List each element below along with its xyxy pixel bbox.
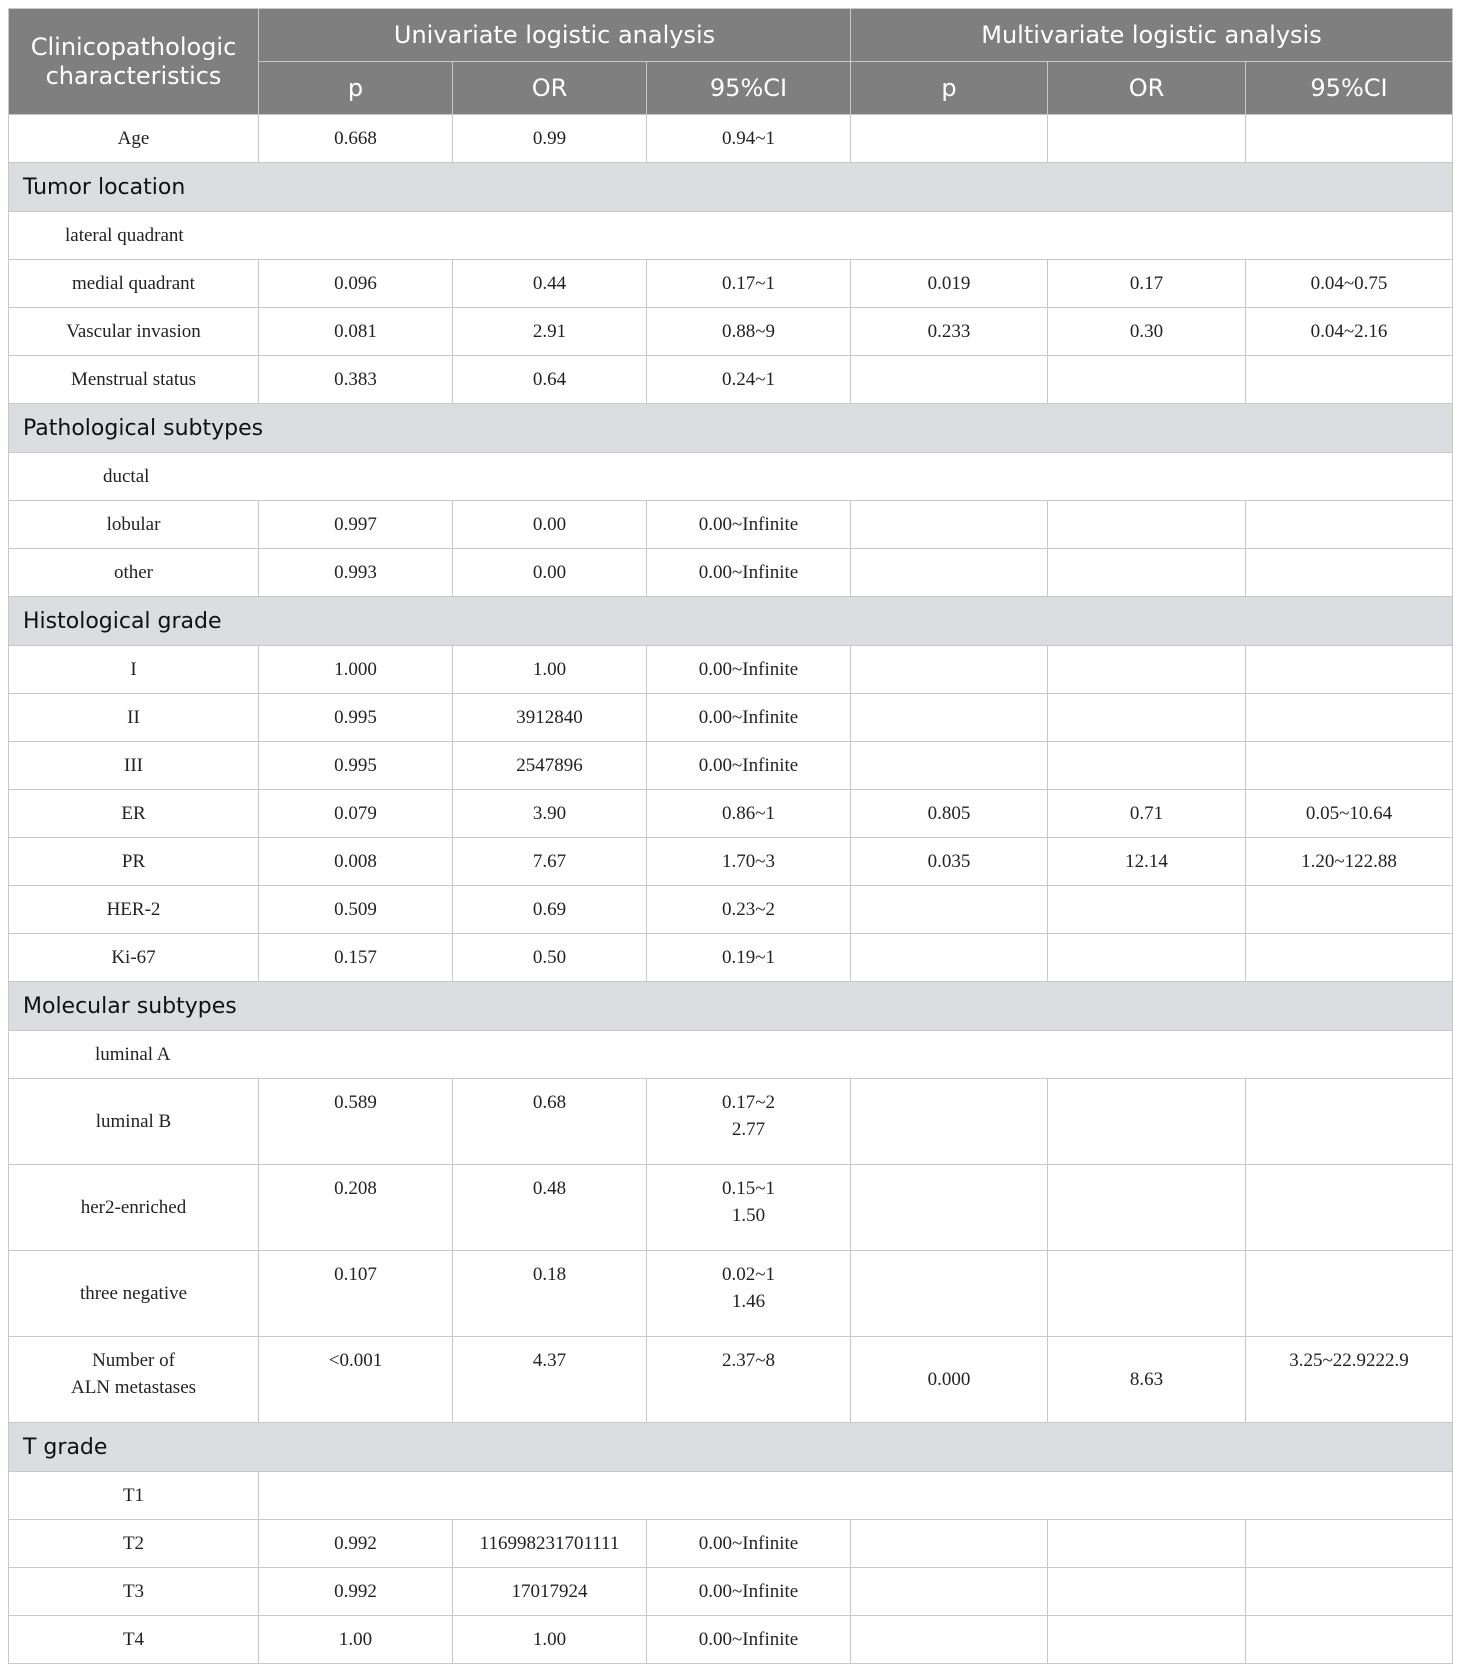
row-label: Age [9, 115, 259, 163]
row-label: three negative [9, 1251, 259, 1337]
multi-ci-cell [1246, 1568, 1453, 1616]
section-label: Pathological subtypes [9, 404, 1453, 453]
header-multi-or: OR [1048, 62, 1246, 115]
multi-or-cell [1048, 1079, 1246, 1165]
uni-ci-cell [647, 1079, 851, 1165]
table-row [9, 1520, 1453, 1568]
uni-ci-cell: 0.19~1 [647, 934, 851, 982]
multi-p-cell [851, 1568, 1048, 1616]
section-label: Molecular subtypes [9, 982, 1453, 1031]
table-row [9, 886, 1453, 934]
uni-ci-cell: 0.94~1 [647, 115, 851, 163]
row-label: ductal [9, 453, 1453, 501]
table-row [9, 694, 1453, 742]
label-line-1: Number of [92, 1350, 175, 1371]
multi-ci-cell [1246, 501, 1453, 549]
row-label: lateral quadrant [9, 212, 1453, 260]
table-row [9, 1568, 1453, 1616]
multi-or-cell [1048, 1568, 1246, 1616]
ci-line-2: 1.50 [731, 1205, 766, 1226]
row-label: luminal B [9, 1079, 259, 1165]
multi-p-cell [851, 742, 1048, 790]
multi-ci-cell [1246, 1079, 1453, 1165]
results-table-container [8, 8, 1452, 1664]
multi-p-cell: 0.805 [851, 790, 1048, 838]
section-row [9, 404, 1453, 453]
multi-p-cell [851, 1520, 1048, 1568]
uni-p-cell: 1.000 [259, 646, 453, 694]
section-row [9, 1423, 1453, 1472]
header-multi-p: p [851, 62, 1048, 115]
uni-p-cell: 0.589 [259, 1079, 453, 1165]
multi-or-cell: 8.63 [1048, 1337, 1246, 1423]
uni-p-cell: 0.992 [259, 1520, 453, 1568]
uni-ci-cell: 2.37~8 [647, 1337, 851, 1423]
uni-ci-cell: 0.00~Infinite [647, 1520, 851, 1568]
uni-or-cell: 0.50 [453, 934, 647, 982]
uni-p-cell: 0.997 [259, 501, 453, 549]
table-row [9, 308, 1453, 356]
multi-p-cell [851, 1165, 1048, 1251]
row-label: other [9, 549, 259, 597]
ci-line-2: 1.46 [731, 1291, 766, 1312]
row-label: Vascular invasion [9, 308, 259, 356]
uni-ci-cell: 0.00~Infinite [647, 1616, 851, 1664]
multi-ci-cell [1246, 1616, 1453, 1664]
table-row [9, 356, 1453, 404]
multi-ci-cell: 1.20~122.88 [1246, 838, 1453, 886]
multi-or-cell: 0.17 [1048, 260, 1246, 308]
uni-p-cell: 0.107 [259, 1251, 453, 1337]
multi-p-cell: 0.019 [851, 260, 1048, 308]
ci-line-1: 0.15~1 [721, 1178, 776, 1199]
uni-p-cell: 0.509 [259, 886, 453, 934]
row-label: III [9, 742, 259, 790]
uni-p-cell: 0.079 [259, 790, 453, 838]
row-label: HER-2 [9, 886, 259, 934]
row-label: T2 [9, 1520, 259, 1568]
multi-or-cell [1048, 115, 1246, 163]
multi-ci-cell [1246, 886, 1453, 934]
multi-or-cell [1048, 501, 1246, 549]
table-row [9, 838, 1453, 886]
uni-ci-cell: 0.23~2 [647, 886, 851, 934]
header-multi-ci: 95%CI [1246, 62, 1453, 115]
header-uni-ci: 95%CI [647, 62, 851, 115]
multi-p-cell [851, 1251, 1048, 1337]
multi-or-cell [1048, 1616, 1246, 1664]
multi-or-cell: 12.14 [1048, 838, 1246, 886]
multi-or-cell [1048, 646, 1246, 694]
multi-p-cell [851, 1079, 1048, 1165]
table-row [9, 260, 1453, 308]
multi-p-cell: 0.035 [851, 838, 1048, 886]
multi-p-cell [851, 1616, 1048, 1664]
uni-p-cell: 0.096 [259, 260, 453, 308]
uni-or-cell: 4.37 [453, 1337, 647, 1423]
uni-ci-cell: 0.00~Infinite [647, 646, 851, 694]
row-label: luminal A [9, 1031, 1453, 1079]
uni-p-cell: <0.001 [259, 1337, 453, 1423]
logistic-analysis-table [8, 8, 1453, 1664]
uni-or-cell: 1.00 [453, 1616, 647, 1664]
uni-ci-cell: 0.00~Infinite [647, 549, 851, 597]
header-uni-p: p [259, 62, 453, 115]
uni-or-cell: 1.00 [453, 646, 647, 694]
multi-or-cell [1048, 1165, 1246, 1251]
ci-line-1: 0.02~1 [721, 1264, 776, 1285]
row-label [9, 1337, 259, 1423]
header-row-groups [9, 9, 1453, 62]
table-row [9, 1616, 1453, 1664]
section-row [9, 163, 1453, 212]
uni-or-cell: 3.90 [453, 790, 647, 838]
uni-or-cell: 7.67 [453, 838, 647, 886]
table-row [9, 453, 1453, 501]
table-row [9, 212, 1453, 260]
uni-or-cell: 0.99 [453, 115, 647, 163]
multi-p-cell [851, 549, 1048, 597]
uni-p-cell: 0.383 [259, 356, 453, 404]
uni-or-cell: 0.69 [453, 886, 647, 934]
uni-ci-cell: 0.17~1 [647, 260, 851, 308]
multi-ci-cell [1246, 115, 1453, 163]
multi-or-cell: 0.71 [1048, 790, 1246, 838]
multi-ci-cell [1246, 549, 1453, 597]
multi-or-cell [1048, 356, 1246, 404]
uni-p-cell: 1.00 [259, 1616, 453, 1664]
row-label: her2-enriched [9, 1165, 259, 1251]
uni-ci-cell [647, 1251, 851, 1337]
uni-or-cell: 2.91 [453, 308, 647, 356]
header-uni-or: OR [453, 62, 647, 115]
row-label: medial quadrant [9, 260, 259, 308]
multi-ci-cell [1246, 1520, 1453, 1568]
uni-ci-cell: 1.70~3 [647, 838, 851, 886]
row-label: Ki-67 [9, 934, 259, 982]
multi-ci-cell: 0.04~2.16 [1246, 308, 1453, 356]
uni-p-cell: 0.993 [259, 549, 453, 597]
uni-or-cell: 0.18 [453, 1251, 647, 1337]
multi-p-cell: 0.233 [851, 308, 1048, 356]
multi-ci-cell: 3.25~22.9222.9 [1246, 1337, 1453, 1423]
ci-line-2: 2.77 [731, 1119, 766, 1140]
section-label: Histological grade [9, 597, 1453, 646]
multi-ci-cell [1246, 1251, 1453, 1337]
uni-or-cell: 0.64 [453, 356, 647, 404]
uni-ci-cell: 0.86~1 [647, 790, 851, 838]
multi-ci-cell [1246, 694, 1453, 742]
uni-or-cell: 3912840 [453, 694, 647, 742]
uni-p-cell: 0.668 [259, 115, 453, 163]
table-row [9, 501, 1453, 549]
uni-p-cell: 0.992 [259, 1568, 453, 1616]
header-univariate: Univariate logistic analysis [259, 9, 851, 62]
multi-p-cell [851, 646, 1048, 694]
row-label: ER [9, 790, 259, 838]
multi-or-cell [1048, 549, 1246, 597]
multi-or-cell [1048, 934, 1246, 982]
multi-p-cell [851, 694, 1048, 742]
uni-p-cell: 0.081 [259, 308, 453, 356]
uni-ci-cell: 0.88~9 [647, 308, 851, 356]
uni-or-cell: 0.44 [453, 260, 647, 308]
multi-p-cell [851, 934, 1048, 982]
multi-p-cell [851, 886, 1048, 934]
uni-or-cell: 0.00 [453, 501, 647, 549]
table-row [9, 1251, 1453, 1337]
label-line-2: ALN metastases [70, 1377, 197, 1398]
table-row [9, 1079, 1453, 1165]
table-row [9, 646, 1453, 694]
table-row [9, 790, 1453, 838]
uni-or-cell: 0.68 [453, 1079, 647, 1165]
row-label: I [9, 646, 259, 694]
section-row [9, 982, 1453, 1031]
table-row [9, 934, 1453, 982]
row-label: T3 [9, 1568, 259, 1616]
multi-or-cell [1048, 1251, 1246, 1337]
uni-ci-cell: 0.00~Infinite [647, 742, 851, 790]
multi-ci-cell [1246, 646, 1453, 694]
multi-p-cell [851, 115, 1048, 163]
table-row [9, 1165, 1453, 1251]
multi-ci-cell: 0.05~10.64 [1246, 790, 1453, 838]
multi-ci-cell [1246, 356, 1453, 404]
uni-ci-cell: 0.00~Infinite [647, 501, 851, 549]
multi-or-cell [1048, 742, 1246, 790]
row-label: T4 [9, 1616, 259, 1664]
empty-cell [259, 1472, 1453, 1520]
row-label: Menstrual status [9, 356, 259, 404]
uni-ci-cell: 0.00~Infinite [647, 694, 851, 742]
uni-or-cell: 116998231701111 [453, 1520, 647, 1568]
section-row [9, 597, 1453, 646]
uni-ci-cell: 0.00~Infinite [647, 1568, 851, 1616]
table-row [9, 549, 1453, 597]
multi-ci-cell [1246, 1165, 1453, 1251]
multi-ci-cell: 0.04~0.75 [1246, 260, 1453, 308]
header-multivariate: Multivariate logistic analysis [851, 9, 1453, 62]
multi-ci-cell [1246, 934, 1453, 982]
table-row [9, 1337, 1453, 1423]
uni-p-cell: 0.157 [259, 934, 453, 982]
uni-or-cell: 2547896 [453, 742, 647, 790]
table-row [9, 742, 1453, 790]
uni-or-cell: 0.48 [453, 1165, 647, 1251]
row-label: PR [9, 838, 259, 886]
multi-or-cell [1048, 1520, 1246, 1568]
section-label: T grade [9, 1423, 1453, 1472]
header-characteristics: Clinicopathologic characteristics [9, 9, 259, 115]
row-label: lobular [9, 501, 259, 549]
multi-or-cell: 0.30 [1048, 308, 1246, 356]
table-row [9, 1031, 1453, 1079]
row-label: II [9, 694, 259, 742]
uni-p-cell: 0.008 [259, 838, 453, 886]
multi-or-cell [1048, 694, 1246, 742]
uni-p-cell: 0.208 [259, 1165, 453, 1251]
multi-p-cell: 0.000 [851, 1337, 1048, 1423]
uni-p-cell: 0.995 [259, 694, 453, 742]
uni-ci-cell: 0.24~1 [647, 356, 851, 404]
table-row [9, 1472, 1453, 1520]
multi-ci-cell [1246, 742, 1453, 790]
multi-p-cell [851, 501, 1048, 549]
table-row [9, 115, 1453, 163]
row-label: T1 [9, 1472, 259, 1520]
section-label: Tumor location [9, 163, 1453, 212]
multi-or-cell [1048, 886, 1246, 934]
uni-or-cell: 17017924 [453, 1568, 647, 1616]
uni-p-cell: 0.995 [259, 742, 453, 790]
uni-ci-cell [647, 1165, 851, 1251]
uni-or-cell: 0.00 [453, 549, 647, 597]
multi-p-cell [851, 356, 1048, 404]
ci-line-1: 0.17~2 [721, 1092, 776, 1113]
